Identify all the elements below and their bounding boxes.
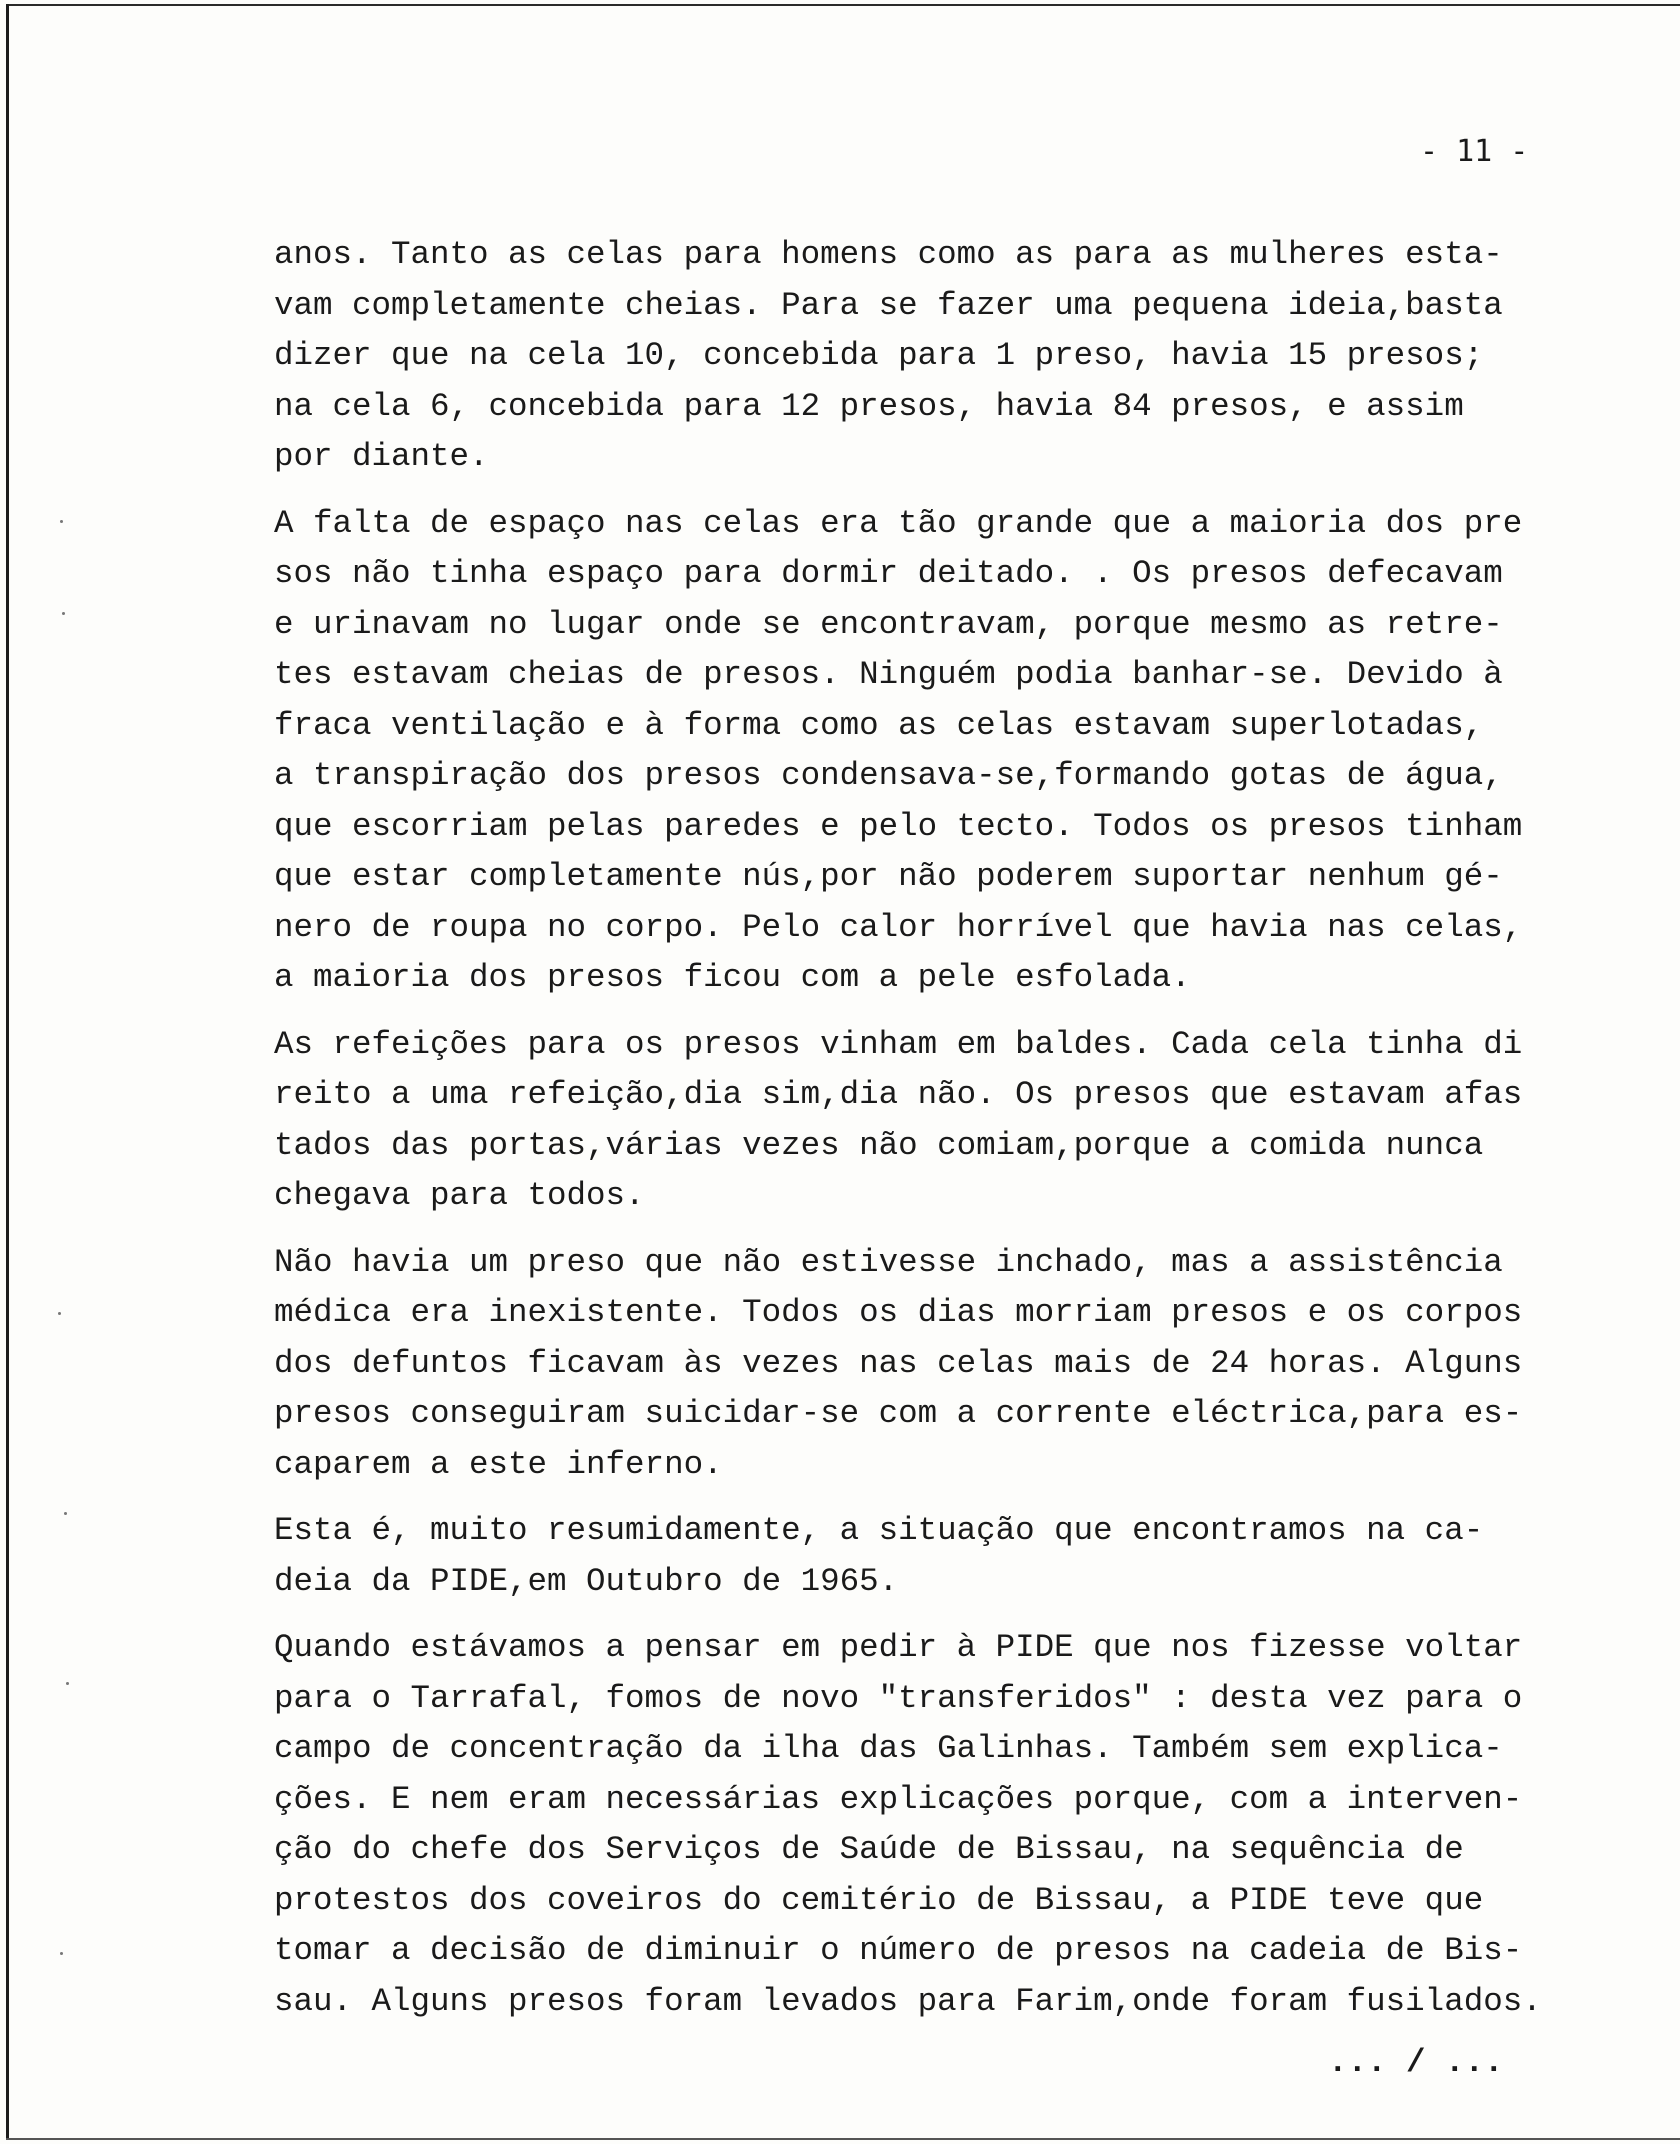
paragraph <box>274 1238 1634 1491</box>
text-line: Esta é, muito resumidamente, a situação que encontramos na ca- <box>274 1512 1484 1549</box>
page-frame-top-edge <box>6 4 1680 6</box>
text-line: tomar a decisão de diminuir o número de presos na cadeia de Bis- <box>274 1932 1523 1969</box>
text-line: sau. Alguns presos foram levados para Farim,onde foram fusilados. <box>274 1982 1542 2020</box>
paragraph <box>274 1506 1634 1607</box>
text-line: e urinavam no lugar onde se encontravam, porque mesmo as retre- <box>274 605 1503 643</box>
paragraph <box>274 230 1634 483</box>
text-line: Não havia um preso que não estivesse inchado, mas a assistência <box>274 1243 1503 1281</box>
text-line: vam completamente cheias. Para se fazer uma pequena ideia,basta <box>274 286 1503 324</box>
text-line: que estar completamente nús,por não poderem suportar nenhum gé- <box>274 858 1503 895</box>
text-line: protestos dos coveiros do cemitério de Bissau, a PIDE teve que <box>274 1881 1484 1919</box>
text-line: ção do chefe dos Serviços de Saúde de Bissau, na sequência de <box>274 1831 1464 1868</box>
text-line: sos não tinha espaço para dormir deitado. . Os presos defecavam <box>274 555 1503 592</box>
paragraph <box>274 1623 1634 2027</box>
page-frame-left-edge <box>6 4 9 2140</box>
page-number: - 11 - <box>1420 134 1529 169</box>
text-line: chegava para todos. <box>274 1177 645 1214</box>
text-line: a transpiração dos presos condensava-se,formando gotas de água, <box>274 757 1503 794</box>
text-line: Quando estávamos a pensar em pedir à PIDE que nos fizesse voltar <box>274 1629 1523 1666</box>
scan-speck <box>60 520 63 523</box>
paragraph <box>274 1020 1634 1222</box>
scan-speck <box>66 1682 69 1685</box>
text-line: nero de roupa no corpo. Pelo calor horrível que havia nas celas, <box>274 908 1523 946</box>
text-line: campo de concentração da ilha das Galinhas. Também sem explica- <box>274 1730 1503 1767</box>
text-line: tados das portas,várias vezes não comiam,porque a comida nunca <box>274 1126 1484 1164</box>
text-line: A falta de espaço nas celas era tão grande que a maioria dos pre <box>274 504 1523 542</box>
scan-speck <box>62 612 65 615</box>
text-line: As refeições para os presos vinham em baldes. Cada cela tinha di <box>274 1025 1523 1063</box>
text-line: para o Tarrafal, fomos de novo "transferidos" : desta vez para o <box>274 1679 1523 1717</box>
text-line: reito a uma refeição,dia sim,dia não. Os presos que estavam afas <box>274 1076 1523 1113</box>
text-line: dizer que na cela 10, concebida para 1 preso, havia 15 presos; <box>274 337 1484 374</box>
text-line: caparem a este inferno. <box>274 1445 723 1483</box>
text-line: deia da PIDE,em Outubro de 1965. <box>274 1562 899 1600</box>
text-line: na cela 6, concebida para 12 presos, havia 84 presos, e assim <box>274 387 1464 425</box>
text-line: presos conseguiram suicidar-se com a corrente eléctrica,para es- <box>274 1395 1523 1432</box>
text-line: fraca ventilação e à forma como as celas estavam superlotadas, <box>274 706 1484 744</box>
continuation-mark: ... / ... <box>1328 2044 1504 2081</box>
paragraph <box>274 499 1634 1004</box>
text-line: ções. E nem eram necessárias explicações porque, com a interven- <box>274 1780 1523 1818</box>
document-body <box>274 230 1634 2043</box>
text-line: a maioria dos presos ficou com a pele esfolada. <box>274 959 1191 996</box>
text-line: anos. Tanto as celas para homens como as para as mulheres esta- <box>274 236 1503 273</box>
text-line: médica era inexistente. Todos os dias morriam presos e os corpos <box>274 1294 1523 1331</box>
page-frame-bottom-edge <box>6 2138 1680 2140</box>
text-line: dos defuntos ficavam às vezes nas celas mais de 24 horas. Alguns <box>274 1344 1523 1382</box>
text-line: tes estavam cheias de presos. Ninguém podia banhar-se. Devido à <box>274 656 1503 693</box>
text-line: que escorriam pelas paredes e pelo tecto. Todos os presos tinham <box>274 807 1523 845</box>
scan-speck <box>60 1952 63 1955</box>
scan-speck <box>64 1512 67 1515</box>
text-line: por diante. <box>274 438 489 475</box>
scan-speck <box>58 1312 61 1315</box>
